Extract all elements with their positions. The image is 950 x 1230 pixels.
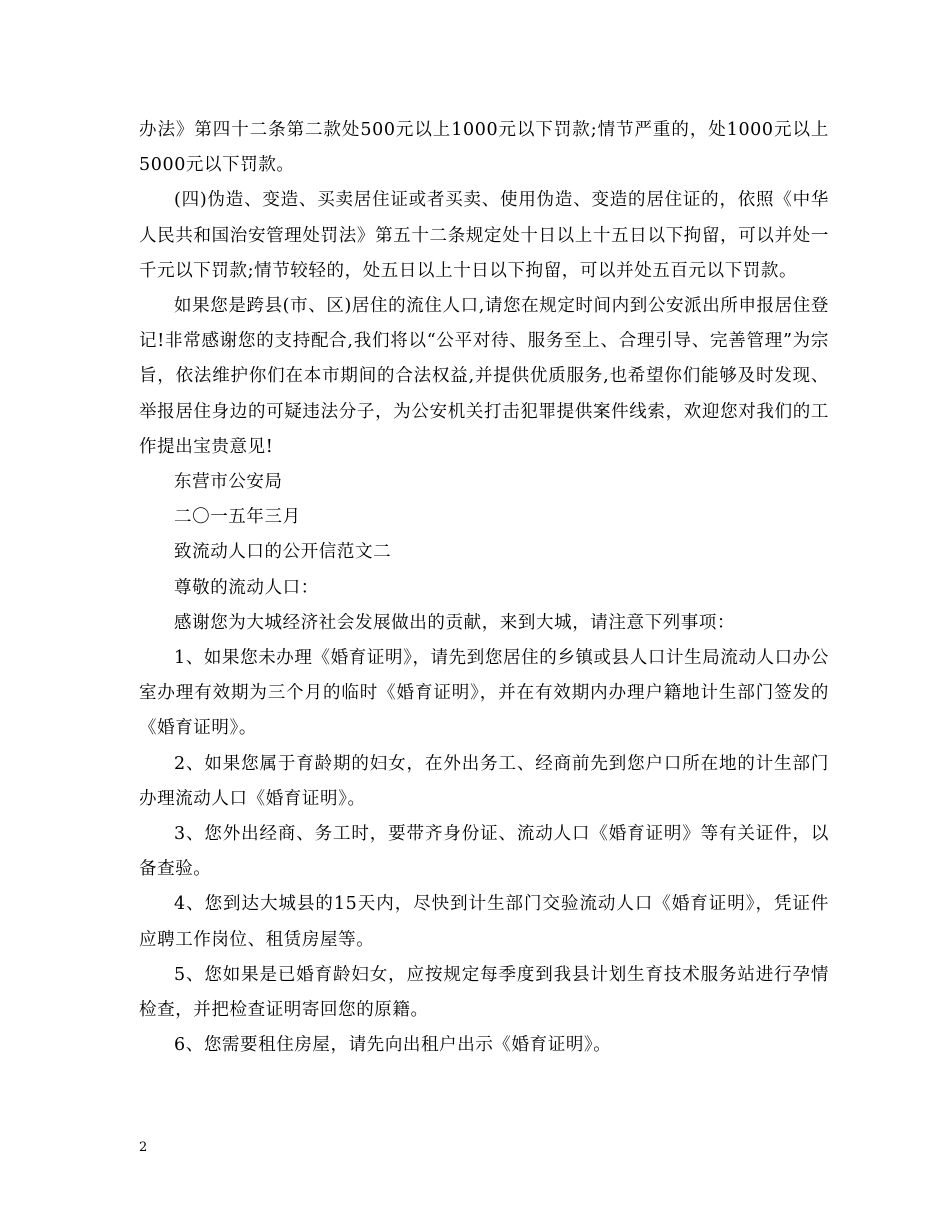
paragraph: 感谢您为大城经济社会发展做出的贡献，来到大城，请注意下列事项： (174, 612, 736, 633)
signature-line: 东营市公安局 (174, 472, 283, 493)
paragraph: 办法》第四十二条第二款处500元以上1000元以下罚款;情节严重的，处1000元以上5000元以下罚款。 (139, 120, 829, 176)
list-item: 5、您如果是已婚育龄妇女，应按规定每季度到我县计划生育技术服务站进行孕情检查，并把检查证明寄回您的原籍。 (139, 964, 829, 1021)
section-title: 致流动人口的公开信范文二 (174, 542, 392, 563)
list-item: 4、您到达大城县的15天内，尽快到计生部门交验流动人口《婚育证明》，凭证件应聘工作岗位、租赁房屋等。 (139, 894, 829, 950)
salutation: 尊敬的流动人口： (174, 577, 319, 598)
date-line: 二〇一五年三月 (174, 507, 301, 528)
paragraph: (四)伪造、变造、买卖居住证或者买卖、使用伪造、变造的居住证的，依照《中华人民共和国治安管理处罚法》第五十二条规定处十日以上十五日以下拘留，可以并处一千元以下罚款;情节较轻的，处五日以上十日以下拘留，可以并处五百元以下罚款。 (139, 190, 829, 281)
list-item: 1、如果您未办理《婚育证明》，请先到您居住的乡镇或县人口计生局流动人口办公室办理有效期为三个月的临时《婚育证明》，并在有效期内办理户籍地计生部门签发的《婚育证明》。 (139, 648, 829, 739)
document-body (139, 113, 829, 1063)
list-item: 6、您需要租住房屋，请先向出租户出示《婚育证明》。 (174, 1035, 612, 1056)
list-item: 2、如果您属于育龄期的妇女，在外出务工、经商前先到您户口所在地的计生部门办理流动人口《婚育证明》。 (139, 753, 829, 809)
list-item: 3、您外出经商、务工时，要带齐身份证、流动人口《婚育证明》等有关证件，以备查验。 (139, 824, 829, 880)
paragraph: 如果您是跨县(市、区)居住的流住人口,请您在规定时间内到公安派出所申报居住登记!非常感谢您的支持配合,我们将以“公平对待、服务至上、合理引导、完善管理”为宗旨，依法维护你们在本市期间的合法权益,并提供优质服务,也希望你们能够及时发现、举报居住身边的可疑违法分子，为公安机关打击犯罪提供案件线索，欢迎您对我们的工作提出宝贵意见! (139, 296, 829, 457)
page-number: 2 (139, 1140, 148, 1155)
